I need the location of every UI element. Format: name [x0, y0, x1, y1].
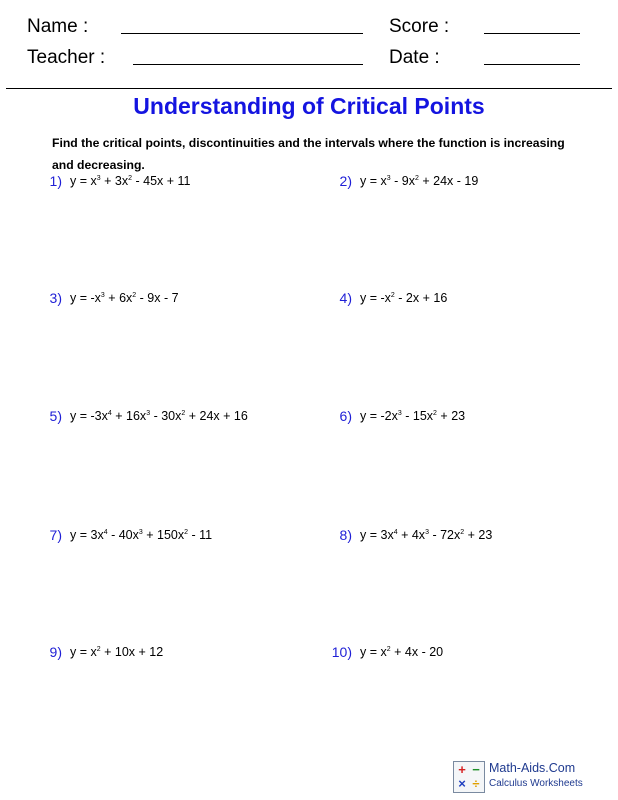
problem-expression: $y = 3x^4 - 40x^3 + 150x^2 - 11$ — [70, 528, 213, 542]
problem-number: 5) — [49, 408, 62, 424]
problem-number: 8) — [339, 527, 352, 543]
problem-expression: $y = x^2 + 4x - 20$ — [360, 645, 444, 659]
problem-number: 4) — [339, 290, 352, 306]
problem-number: 7) — [49, 527, 62, 543]
problem-expression: $y = x^3 - 9x^2 + 24x - 19$ — [360, 174, 479, 188]
problem-10 — [331, 643, 444, 661]
problem-7 — [49, 526, 213, 544]
problem-expression: $y = -x^3 + 6x^2 - 9x - 7$ — [70, 291, 179, 305]
problem-1 — [49, 172, 191, 190]
name-label: Name : — [27, 16, 89, 37]
problem-expression: $y = -x^2 - 2x + 16$ — [360, 291, 448, 305]
logo-subtitle: Calculus Worksheets — [489, 778, 583, 789]
score-label: Score : — [389, 16, 450, 37]
teacher-label: Teacher : — [27, 47, 106, 68]
instructions: Find the critical points, discontinuities and the intervals where the function is increasing and decreasing. — [52, 136, 565, 172]
logo-name: Math-Aids.Com — [489, 761, 576, 775]
problem-2 — [339, 172, 479, 190]
problem-number: 9) — [49, 644, 62, 660]
problem-5 — [49, 407, 248, 425]
problem-number: 10) — [331, 644, 352, 660]
date-line[interactable] — [484, 64, 580, 65]
minus-icon: − — [472, 762, 480, 777]
problem-number: 2) — [339, 173, 352, 189]
date-label: Date : — [389, 47, 440, 68]
problem-number: 3) — [49, 290, 62, 306]
math-operators-icon — [453, 761, 485, 793]
problem-expression: $y = -2x^3 - 15x^2 + 23$ — [360, 409, 466, 423]
worksheet-title: Understanding of Critical Points — [133, 93, 485, 119]
problem-9 — [49, 643, 164, 661]
problem-expression: $y = x^3 + 3x^2 - 45x + 11$ — [70, 174, 191, 188]
problem-6 — [339, 407, 466, 425]
plus-icon: + — [458, 762, 466, 777]
divide-icon: ÷ — [472, 776, 480, 791]
problem-expression: $y = -3x^4 + 16x^3 - 30x^2 + 24x + 16$ — [70, 409, 248, 423]
times-icon: × — [458, 776, 466, 791]
problem-3 — [49, 289, 179, 307]
problem-4 — [339, 289, 448, 307]
problem-expression: $y = 3x^4 + 4x^3 - 72x^2 + 23$ — [360, 528, 493, 542]
problem-number: 1) — [49, 173, 62, 189]
name-line[interactable] — [121, 33, 363, 34]
header-divider — [6, 88, 612, 89]
math-aids-logo[interactable] — [453, 761, 593, 793]
problem-number: 6) — [339, 408, 352, 424]
problem-8 — [339, 526, 493, 544]
teacher-line[interactable] — [133, 64, 363, 65]
score-line[interactable] — [484, 33, 580, 34]
problem-expression: $y = x^2 + 10x + 12$ — [70, 645, 164, 659]
